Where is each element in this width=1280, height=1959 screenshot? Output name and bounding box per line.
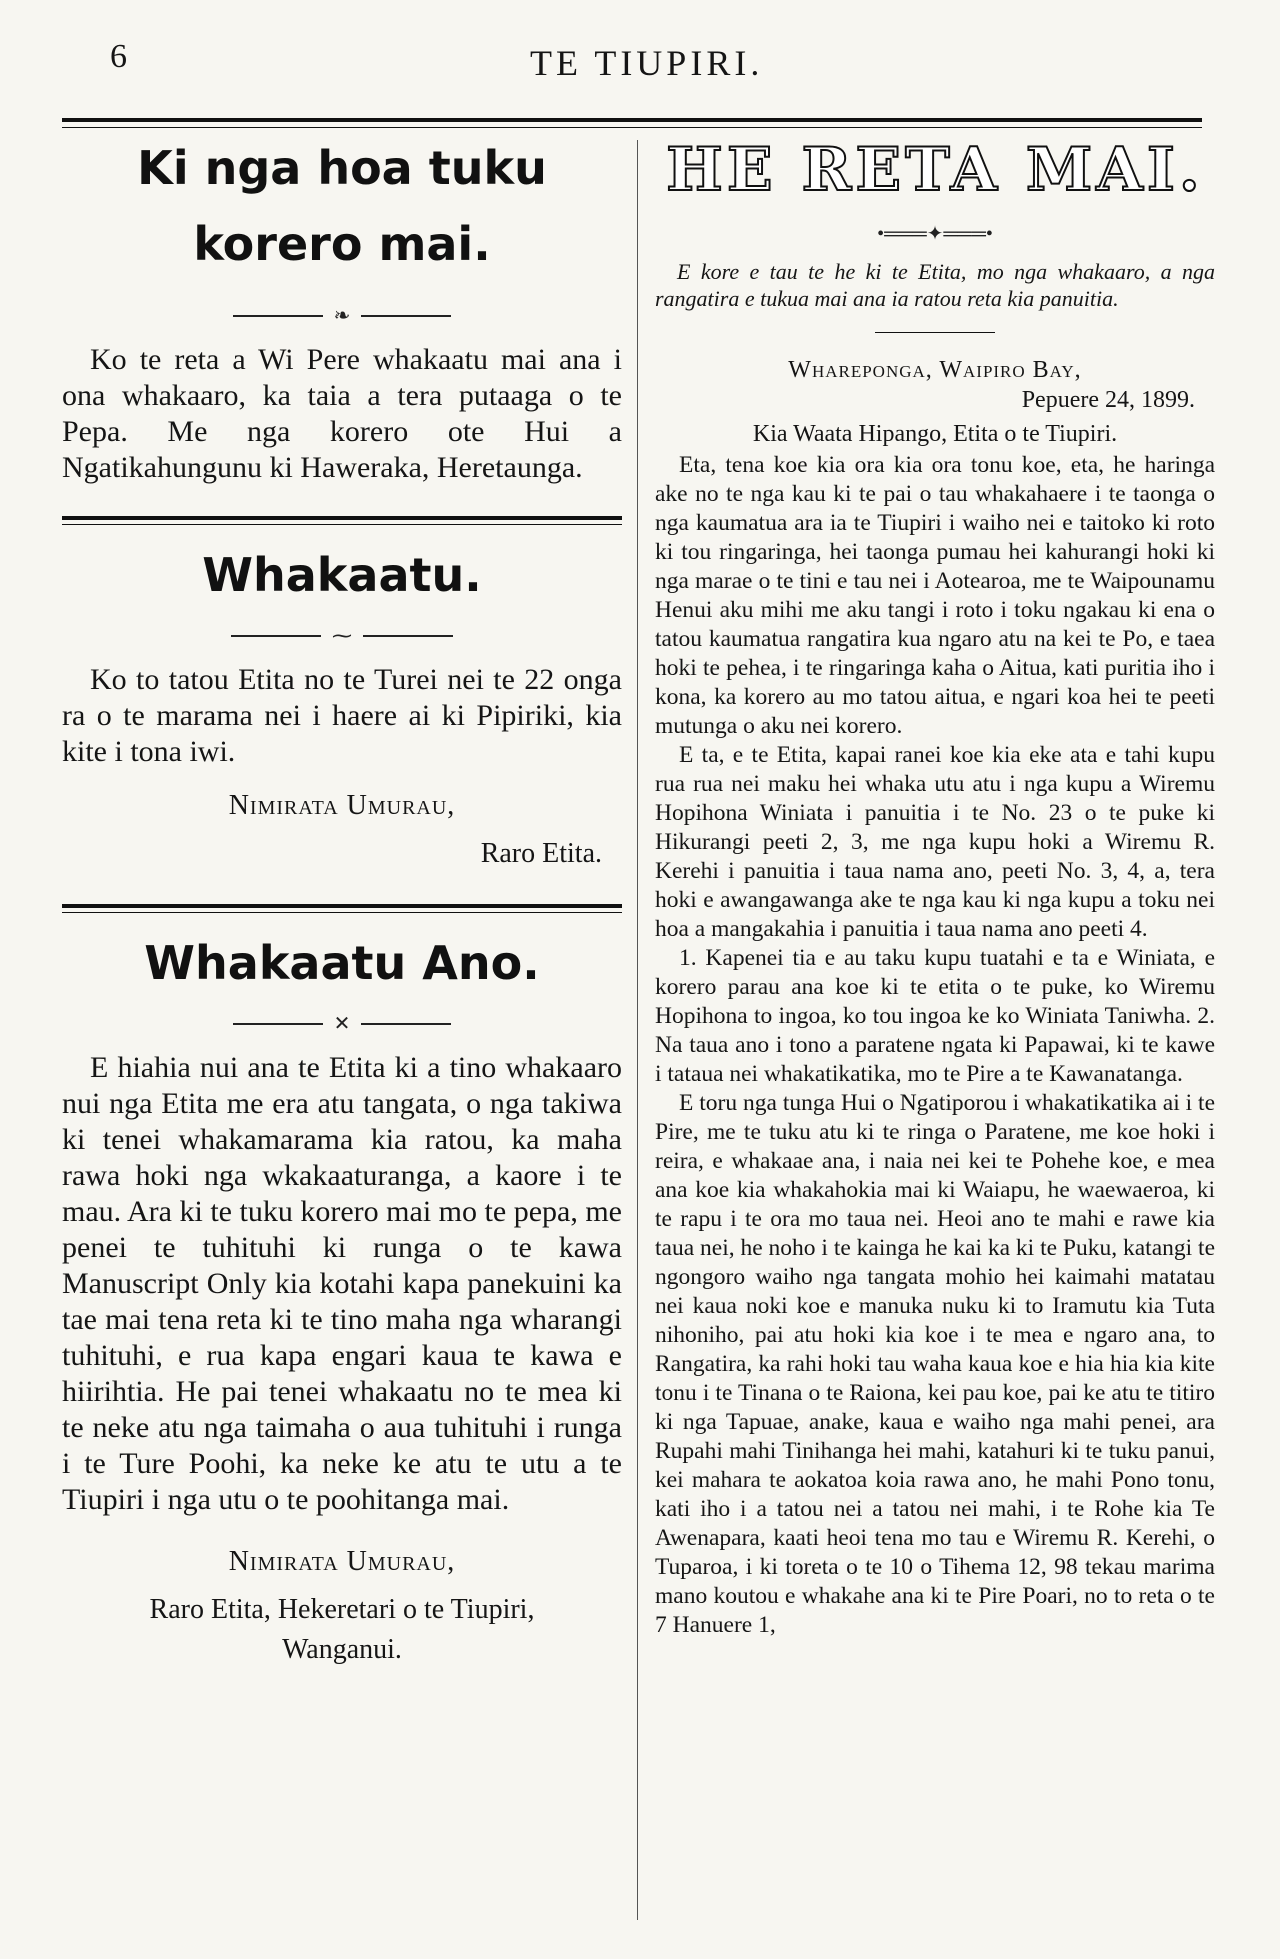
section-double-rule [62, 516, 622, 528]
section-heading: Ki nga hoa tuku korero mai. [137, 141, 547, 271]
ornament-line-left [231, 635, 321, 637]
editor-disclaimer: E kore e tau te he ki te Etita, mo nga whakaaro, a nga rangatira e tukua mai ana ia ratou reta kia panuitia. [655, 259, 1215, 311]
section-body: Ko te reta a Wi Pere whakaatu mai ana i ona whakaaro, ka taia a tera putaaga o te Pepa. Me nga korero ote Hui a Ngatikahungunu ki Haweraka, Heretaunga. [62, 343, 622, 484]
letter-salutation: Kia Waata Hipango, Etita o te Tiupiri. [752, 421, 1118, 447]
section-heading: Whakaatu. [202, 548, 482, 602]
section-whakaatu [62, 548, 622, 874]
signature-role: Raro Etita, Hekeretari o te Tiupiri, [149, 1594, 535, 1625]
ornament-divider [655, 218, 1215, 248]
ornament-line-left [233, 1023, 323, 1025]
letter-date: Pepuere 24, 1899. [1021, 387, 1195, 413]
header-rule-thick [62, 118, 1202, 122]
section-body: E hiahia nui ana te Etita ki a tino whakaaro nui nga Etita me era atu tangata, o nga takiwa ki tenei whakamarama kia ratou, ka maha rawa hoki nga wkakaaturanga, a kaore i te mau. Ara ki te tuku korero mai mo te pepa, me penei te tuhituhi ki runga o te kawa Manuscript Only kia kotahi kapa panekuini ka tae mai tena reta ki te tino maha nga wharangi tuhituhi, e rua kapa engari kaua te kawa e hiirihtia. He pai tenei whakaatu no te mea ki te neke atu nga taimaha o aua tuhituhi i runga i te Ture Poohi, ka neke ke atu te utu a te Tiupiri i nga utu o te poohitanga mai. [62, 1051, 622, 1516]
ornament-glyph: ❧ [333, 305, 351, 328]
section-body: Ko to tatou Etita no te Turei nei te 22 onga ra o te marama nei i haere ai ki Pipiriki, kia kite i tona iwi. [62, 663, 622, 768]
section-ki-nga-hoa [62, 130, 622, 486]
signature-place: Wanganui. [282, 1634, 402, 1665]
section-heading: Whakaatu Ano. [144, 936, 540, 990]
signature-name: Nimirata Umurau, [228, 790, 456, 821]
signature-role: Raro Etita. [480, 838, 602, 869]
ornament-line-left [233, 315, 323, 317]
header-rule-thin [62, 127, 1202, 128]
ornament-glyph: •═══✦═══• [877, 223, 993, 246]
ornament-divider [62, 1008, 622, 1038]
letters-heading: HE RETA MAI. [666, 135, 1204, 205]
short-rule [875, 332, 995, 333]
letter-paragraph: Eta, tena koe kia ora kia ora tonu koe, eta, he haringa ake no te nga kau ki te pai o tau whakahaere i te taonga o nga kaumatua ara ia te Tiupiri i waiho nei e taitoko ki roto ki tou ringaringa, hei taonga pumau hei kahurangi hoki ki nga marae o te tini e tau nei i Aotearoa, me te Waipounamu Henui aku mihi me aku tangi i roto i toku ngakau ki ena o tatou kaumatua rangatira kua ngaro atu na kei te Po, e taea hoki te pehea, i te ringaringa kaha o Aitua, kati puritia iho i kona, ka korero au mo tatou aitua, e ngari koa hei te peeti mutunga o aku nei korero. [655, 452, 1215, 739]
ornament-glyph: ⁓ [332, 625, 352, 648]
letter-address: Whareponga, Waipiro Bay, [788, 357, 1082, 383]
ornament-line-right [361, 315, 451, 317]
letter-paragraph: E toru nga tunga Hui o Ngatiporou i whakatikatika ai i te Pire, me te tuku atu ki te ringa o Paratene, me koe hoki i reira, e whakaae ana, i naia nei kei te Pohehe koe, e mea ana koe kia whakahokia mai ki Waiapu, he waewaeroa, ki te rapu i te ora mo taua nei. Heoi ano te mahi e rawe kia taua nei, he noho i te kainga he kai ka ki te Puku, katangi te ngongoro waiho nga tangata mohio hei kaimahi matatau nei kaua noki koe e manuka nuku ki to Iramutu kia Tuta nihoniho, pai atu hoki kia koe i te mea e ngaro ana, to Rangatira, ka rahi hoki tau waha kaua koe e hia hia kia kite tonu i te Tinana o te Raiona, kei pau koe, pai ke atu te titiro ki nga Tapuae, anake, kaua e waiho nga mahi penei, ara Rupahi mahi Tinihanga hei mahi, katahuri ki te tuku panui, kei mahara te aokatoa koia rawa ano, he mahi Pono tonu, kati iho i a tatou nei a tatou nei mahi, i te Rohe kia Te Awenapara, kaati heoi tena mo tau e Wiremu R. Kerehi, o Tuparoa, i ki toreta o te 10 o Tihema 12, 98 tekau marima mano koutou e whakahe ana ki te Pire Poari, no to reta o te 7 Hanuere 1, [655, 1090, 1215, 1638]
rule-thick [62, 904, 622, 908]
page-header [0, 38, 1280, 88]
page-number: 6 [110, 38, 127, 75]
left-column [62, 130, 622, 1670]
ornament-glyph: ✕ [333, 1013, 351, 1036]
rule-thin [62, 524, 622, 525]
signature-name: Nimirata Umurau, [228, 1546, 456, 1577]
section-whakaatu-ano [62, 936, 622, 1670]
right-column [655, 130, 1215, 1640]
section-double-rule [62, 904, 622, 916]
column-divider [637, 140, 638, 1920]
masthead-title: TE TIUPIRI. [530, 43, 764, 83]
letter-paragraph: E ta, e te Etita, kapai ranei koe kia eke ata e tahi kupu rua rua nei maku hei whaka utu atu i nga kupu a Wiremu Hopihona Winiata i panuitia i te No. 23 o te puke ki Hikurangi peeti 2, 3, me nga kupu hoki a Wiremu R. Kerehi i panuitia i taua nama ano, peeti No. 3, 4, a, tera hoki e awangawanga ake te nga kau ki nga kupu a toku nei hoa a mangakahia i panuitia i taua nama ano peeti 4. [655, 742, 1215, 942]
ornament-divider [62, 620, 622, 650]
ornament-line-right [361, 1023, 451, 1025]
rule-thick [62, 516, 622, 520]
ornament-divider [62, 300, 622, 330]
letter-paragraph: 1. Kapenei tia e au taku kupu tuatahi e ta e Winiata, e korero parau ana koe ki te etita o te puke, ko Wiremu Hopihona to ingoa, ko tou ingoa ke ko Winiata Taniwha. 2. Na taua ano i tono a paratene ngata ki Papawai, ki te kawe i tataua nei whakatikatika, mo te Pire a te Kawanatanga. [655, 945, 1215, 1087]
rule-thin [62, 912, 622, 913]
ornament-line-right [363, 635, 453, 637]
